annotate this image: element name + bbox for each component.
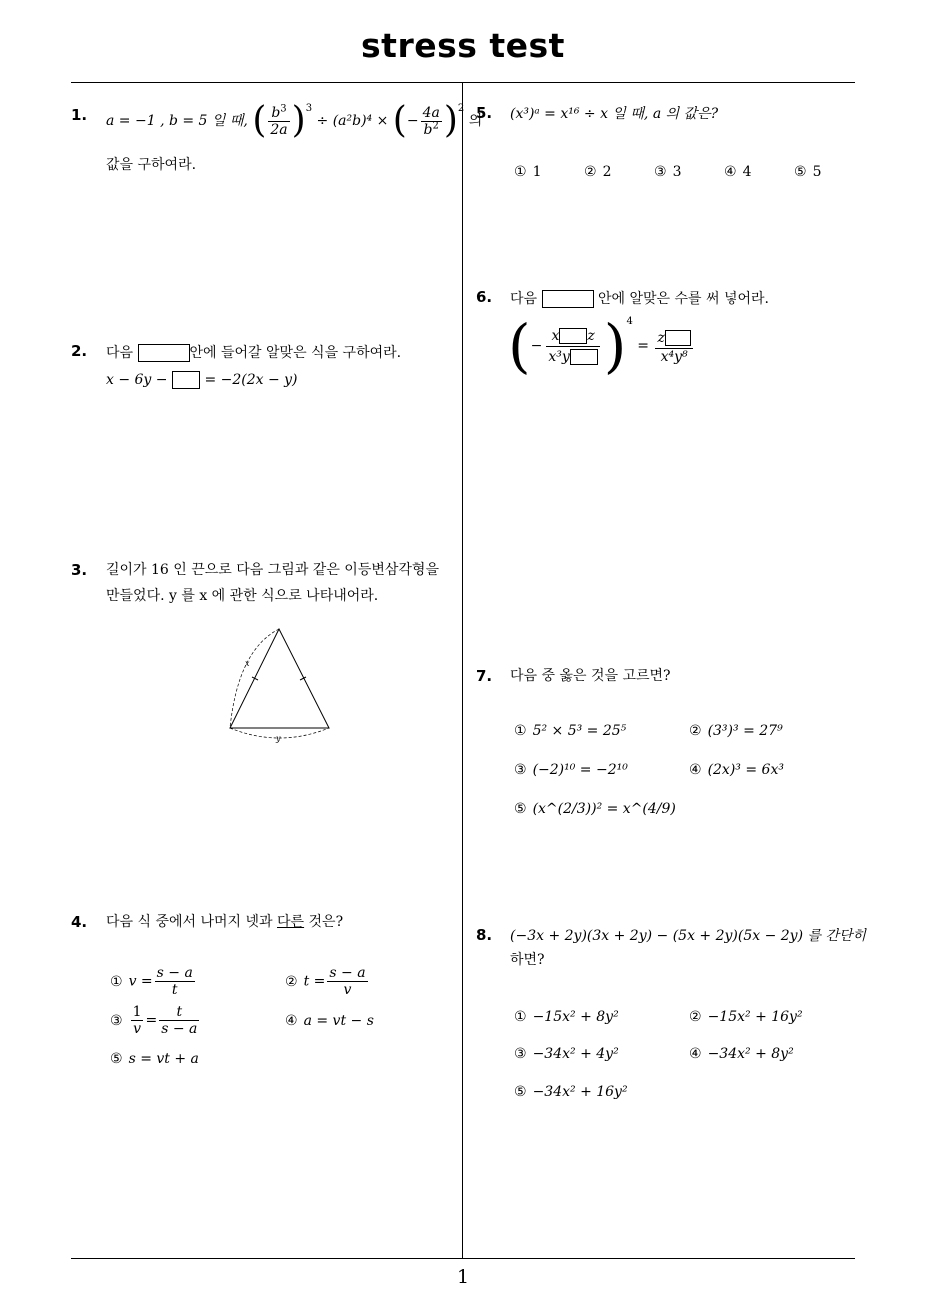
question-number: 5.	[476, 104, 493, 122]
question-7-text: 다음 중 옳은 것을 고르면?	[510, 668, 671, 684]
answer-blank	[172, 371, 200, 389]
question-number: 8.	[476, 926, 493, 944]
page-title: stress test	[361, 26, 565, 65]
choice-4: ④ a = vt − s	[285, 1013, 374, 1029]
question-number: 7.	[476, 667, 493, 685]
question-5-text: (x³)ᵃ = x¹⁶ ÷ x 일 때, a 의 값은?	[510, 106, 719, 122]
choice-1: ① 1	[514, 164, 542, 180]
choice-3: ③ $\frac{1}{v}$ = $\frac{t}{s - a}$	[110, 1004, 198, 1037]
question-1-line-1: a = −1 , b = 5 일 때, ( $\frac{b^3}{2a}$ )$^3$ ÷ (a²b)⁴ × (− $\frac{4a}{b^2}$ )$^2$ 의	[106, 100, 483, 141]
answer-blank	[542, 290, 594, 308]
question-number: 6.	[476, 288, 493, 306]
bottom-rule	[71, 1258, 855, 1259]
choice-5: ⑤ s = vt + a	[110, 1051, 199, 1067]
q1-post: 의	[468, 113, 483, 129]
answer-blank	[570, 349, 598, 365]
question-number: 3.	[71, 561, 88, 579]
question-6-line-1: 다음 안에 알맞은 수를 써 넣어라.	[510, 291, 769, 307]
fraction: $\frac{4a}{b^2}$	[422, 104, 440, 138]
q1-middle: ÷ (a²b)⁴ ×	[316, 113, 389, 129]
q1-given: a = −1 , b = 5 일 때,	[106, 113, 248, 129]
choice-4: ④ (2x)³ = 6x³	[689, 762, 784, 778]
question-3-line-2: 만들었다. y 를 x 에 관한 식으로 나타내어라.	[106, 588, 379, 604]
choice-4: ④ 4	[724, 164, 752, 180]
fraction: $\frac{\text{x z}}{\text{x³y}}$	[546, 326, 599, 367]
choice-4: ④ −34x² + 8y²	[689, 1046, 794, 1062]
question-3-line-1: 길이가 16 인 끈으로 다음 그림과 같은 이등변삼각형을	[106, 562, 439, 578]
question-1-line-2: 값을 구하여라.	[106, 157, 197, 173]
choice-5: ⑤ −34x² + 16y²	[514, 1084, 628, 1100]
question-2-line-2: x − 6y − = −2(2x − y)	[106, 372, 298, 388]
question-2-line-1: 다음 안에 들어갈 알맞은 식을 구하여라.	[106, 345, 402, 361]
question-number: 4.	[71, 913, 88, 931]
choice-5: ⑤ (x^(2/3))² = x^(4/9)	[514, 801, 676, 817]
question-8-line-1: (−3x + 2y)(3x + 2y) − (5x + 2y)(5x − 2y) 를 간단히	[510, 928, 867, 944]
choice-3: ③ (−2)¹⁰ = −2¹⁰	[514, 762, 628, 778]
question-8-line-2: 하면?	[510, 952, 545, 968]
question-number: 2.	[71, 342, 88, 360]
isosceles-triangle-figure	[220, 620, 340, 745]
choice-5: ⑤ 5	[794, 164, 822, 180]
choice-3: ③ −34x² + 4y²	[514, 1046, 619, 1062]
question-4-line-1: 다음 식 중에서 나머지 넷과 다른 것은?	[106, 914, 344, 930]
choice-3: ③ 3	[654, 164, 682, 180]
choice-2: ② −15x² + 16y²	[689, 1009, 803, 1025]
top-rule	[71, 82, 855, 83]
answer-blank	[559, 328, 587, 344]
label-x: x	[245, 659, 250, 668]
fraction: $\frac{b^3}{2a}$	[270, 102, 288, 138]
label-y: y	[276, 734, 281, 743]
choice-1: ① 5² × 5³ = 25⁵	[514, 723, 627, 739]
answer-blank	[665, 330, 691, 346]
choice-2: ② 2	[584, 164, 612, 180]
choice-1: ① −15x² + 8y²	[514, 1009, 619, 1025]
fraction: $\frac{z}{\text{x⁴y⁸}}$	[655, 328, 692, 365]
answer-blank	[138, 344, 190, 362]
choice-2: ② t = $\frac{s - a}{v}$	[285, 965, 366, 998]
column-divider	[462, 83, 463, 1258]
page-number: 1	[456, 1266, 470, 1288]
choice-1: ① v = $\frac{s - a}{t}$	[110, 965, 193, 998]
question-6-expression: (− $\frac{\text{x z}}{\text{x³y}}$ )$^4$ = $\frac{z}{\text{x⁴y⁸}}$	[508, 316, 695, 386]
left-paren: (	[252, 100, 267, 141]
question-number: 1.	[71, 106, 88, 124]
choice-2: ② (3³)³ = 27⁹	[689, 723, 783, 739]
triangle-shape	[230, 629, 329, 728]
